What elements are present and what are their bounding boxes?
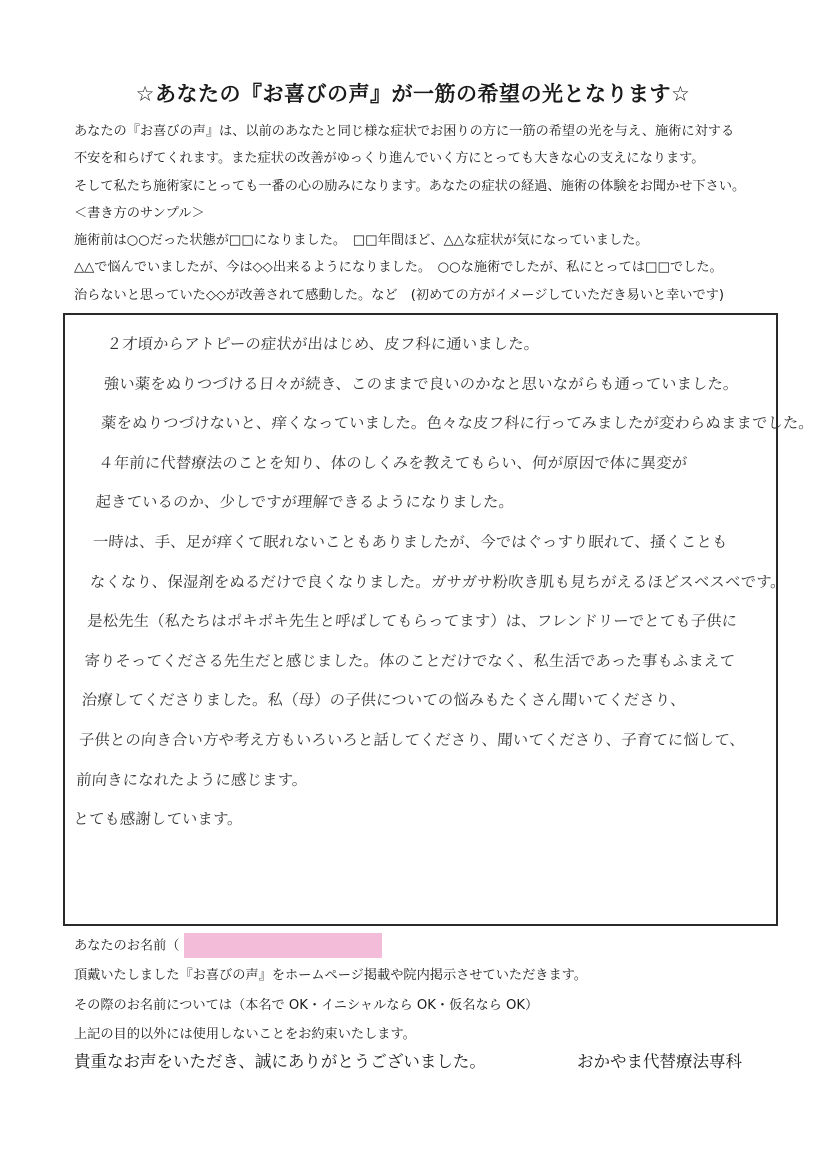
- handwritten-testimonial: [72, 325, 815, 840]
- testimonial-line: 子供との向き合い方や考え方もいろいろと話してくださり、聞いてくださり、子育てに悩して、: [78, 730, 746, 749]
- clinic-name: おかやま代替療法専科: [577, 1052, 742, 1071]
- publication-notice: 頂戴いたしました『お喜びの声』をホームページ掲載や院内掲示させていただきます。: [74, 968, 587, 983]
- sample-line: 治らないと思っていた◇◇が改善されて感動した。など (初めての方がイメージしていただき易いと幸いです): [74, 287, 724, 303]
- testimonial-line: 是松先生（私たちはポキポキ先生と呼ばしてもらってます）は、フレンドリーでとても子供に: [86, 612, 738, 631]
- name-policy: その際のお名前については（本名で OK・イニシャルなら OK・仮名なら OK）: [74, 998, 539, 1013]
- purpose-statement: 上記の目的以外には使用しないことをお約束いたします。: [74, 1027, 416, 1042]
- intro-line: 不安を和らげてくれます。また症状の改善がゆっくり進んでいく方にとっても大きな心の支えになります。: [74, 151, 705, 167]
- testimonial-line: ４年前に代替療法のことを知り、体のしくみを教えてもらい、何が原因で体に異変が: [97, 453, 688, 472]
- thanks-message: 貴重なお声をいただき、誠にありがとうございました。: [74, 1052, 486, 1071]
- testimonial-line: 前向きになれたように感じます。: [75, 770, 309, 789]
- name-row: [74, 933, 382, 958]
- page-title: ☆あなたの『お喜びの声』が一筋の希望の光となります☆: [135, 82, 691, 106]
- intro-line: あなたの『お喜びの声』は、以前のあなたと同じ様な症状でお困りの方に一筋の希望の光を与え、施術に対する: [74, 124, 735, 139]
- sample-line: △△で悩んでいましたが、今は◇◇出来るようになりました。 ○○な施術でしたが、私にとっては□□でした。: [74, 260, 723, 276]
- testimonial-line: 起きているのか、少しですが理解できるようになりました。: [94, 493, 515, 512]
- name-field-redacted: [184, 933, 382, 958]
- testimonial-line: 一時は、手、足が痒くて眠れないこともありましたが、今ではぐっすり眠れて、掻くことも: [92, 532, 729, 551]
- name-label: あなたのお名前（: [74, 938, 180, 954]
- sample-heading: ＜書き方のサンプル＞: [74, 205, 205, 221]
- testimonial-line: とても感謝しています。: [72, 810, 244, 829]
- intro-line: そして私たち施術家にとっても一番の心の励みになります。あなたの症状の経過、施術の体験をお聞かせ下さい。: [74, 178, 746, 194]
- testimonial-line: 薬をぬりつづけないと、痒くなっていました。色々な皮フ科に行ってみましたが変わらぬままでした。: [100, 414, 815, 433]
- testimonial-line: 治療してくださりました。私（母）の子供についての悩みもたくさん聞いてくださり、: [81, 691, 687, 710]
- testimonial-line: 強い薬をぬりつづける日々が続き、このままで良いのかなと思いながらも通っていました。: [103, 374, 740, 393]
- sample-line: 施術前は○○だった状態が□□になりました。 □□年間ほど、△△な症状が気になっていました。: [74, 233, 649, 249]
- intro-text: [74, 118, 774, 309]
- testimonial-line: 寄りそってくださる先生だと感じました。体のことだけでなく、私生活であった事もふまえて: [83, 651, 736, 670]
- testimonial-line: なくなり、保湿剤をぬるだけで良くなりました。ガサガサ粉吹き肌も見ちがえるほどスベスベです。: [89, 572, 787, 591]
- testimonial-line: ２才頃からアトピーの症状が出はじめ、皮フ科に通いました。: [106, 335, 541, 353]
